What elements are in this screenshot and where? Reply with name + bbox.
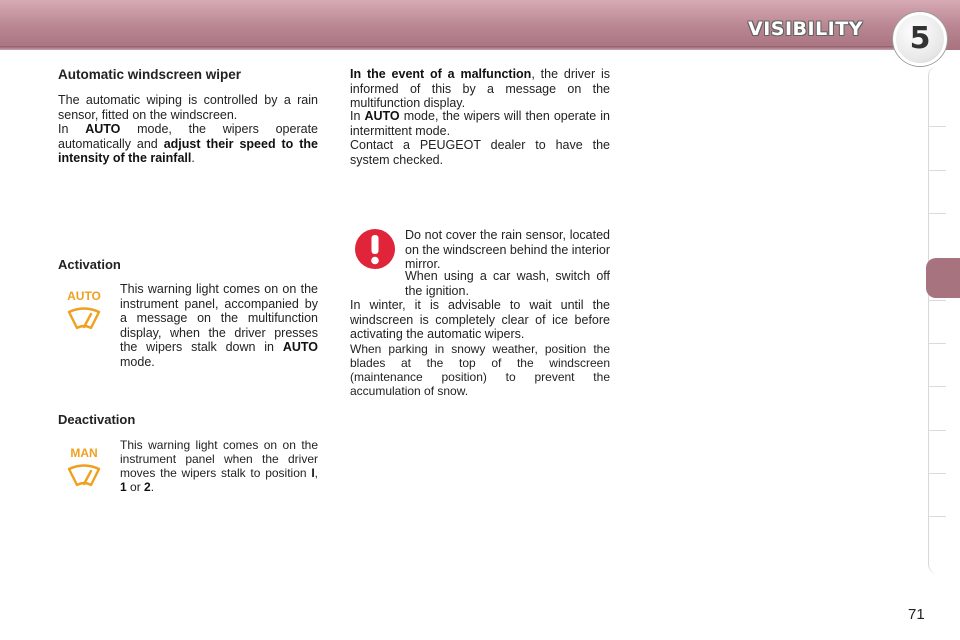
activation-auto-keyword: AUTO [282, 340, 318, 354]
malfunction-bold: In the event of a malfunction [350, 67, 532, 81]
warning-exclamation-icon [354, 228, 396, 270]
mode-paragraph [58, 122, 318, 166]
sep-2: or [126, 480, 145, 494]
mode-bold: adjust their speed to the intensity of the rainfall [58, 136, 318, 165]
auto-pre: In [350, 109, 365, 123]
activation-text [120, 282, 318, 369]
position-i: I [311, 466, 315, 480]
activation-heading: Activation [58, 257, 121, 272]
tab-divider [928, 473, 946, 474]
auto-keyword-right: AUTO [364, 109, 400, 123]
activation-body: This warning light comes on on the instrument panel, accompanied by a message on the multifunction display, when the driver presses the wipers stalk down in [120, 282, 318, 354]
tab-divider [928, 516, 946, 517]
tab-divider [928, 386, 946, 387]
intro-paragraph [58, 93, 318, 122]
man-wiper-icon [62, 445, 106, 491]
page-number: 71 [908, 606, 925, 623]
deactivation-text [120, 438, 318, 494]
mode-mid: mode, the wipers operate automatically and [58, 122, 319, 151]
position-2: 2 [144, 480, 151, 494]
sep-1: , [314, 466, 318, 480]
warning-text-1: Do not cover the rain sensor, located on the windscreen behind the interior mirror. [405, 228, 610, 271]
malfunction-text: , the driver is informed of this by a message on the multifunction display. [350, 67, 610, 110]
malfunction-paragraph [350, 67, 610, 111]
activation-end: mode. [120, 354, 155, 369]
winter-paragraph: In winter, it is advisable to wait until the windscreen is completely clear of ice before activating the automatic wipers. [350, 298, 610, 341]
auto-icon-label: AUTO [67, 289, 101, 303]
deactivation-end: . [150, 480, 155, 494]
tab-divider [928, 430, 946, 431]
chapter-title: VISIBILITY [748, 18, 863, 40]
tab-divider [928, 213, 946, 214]
auto-wiper-icon [62, 288, 106, 334]
contact-paragraph: Contact a PEUGEOT dealer to have the system checked. [350, 138, 610, 167]
auto-keyword: AUTO [85, 122, 121, 136]
chapter-number-badge: 5 [893, 12, 947, 66]
auto-text: mode, the wipers will then operate in intermittent mode. [350, 109, 610, 138]
auto-fallback-paragraph [350, 109, 610, 138]
tab-divider [928, 300, 946, 301]
warning-text-2: When using a car wash, switch off the ignition. [405, 269, 610, 298]
man-icon-label: MAN [70, 446, 98, 460]
deactivation-body: This warning light comes on on the instrument panel when the driver moves the wipers stalk to position [120, 438, 318, 480]
intro-text: The automatic wiping is controlled by a rain sensor, fitted on the windscreen. [58, 93, 318, 122]
section-heading: Automatic windscreen wiper [58, 67, 242, 82]
mode-pre: In [58, 122, 86, 136]
active-chapter-tab[interactable] [926, 258, 960, 298]
tab-divider [928, 170, 946, 171]
deactivation-heading: Deactivation [58, 412, 136, 427]
snow-paragraph: When parking in snowy weather, position the blades at the top of the windscreen (maintenance position) to prevent the accumulation of snow. [350, 342, 610, 398]
position-1: 1 [120, 480, 127, 494]
tab-divider [928, 126, 946, 127]
chapter-tab-strip [928, 66, 951, 574]
mode-end: . [191, 151, 195, 165]
header-divider [0, 46, 900, 50]
tab-divider [928, 343, 946, 344]
